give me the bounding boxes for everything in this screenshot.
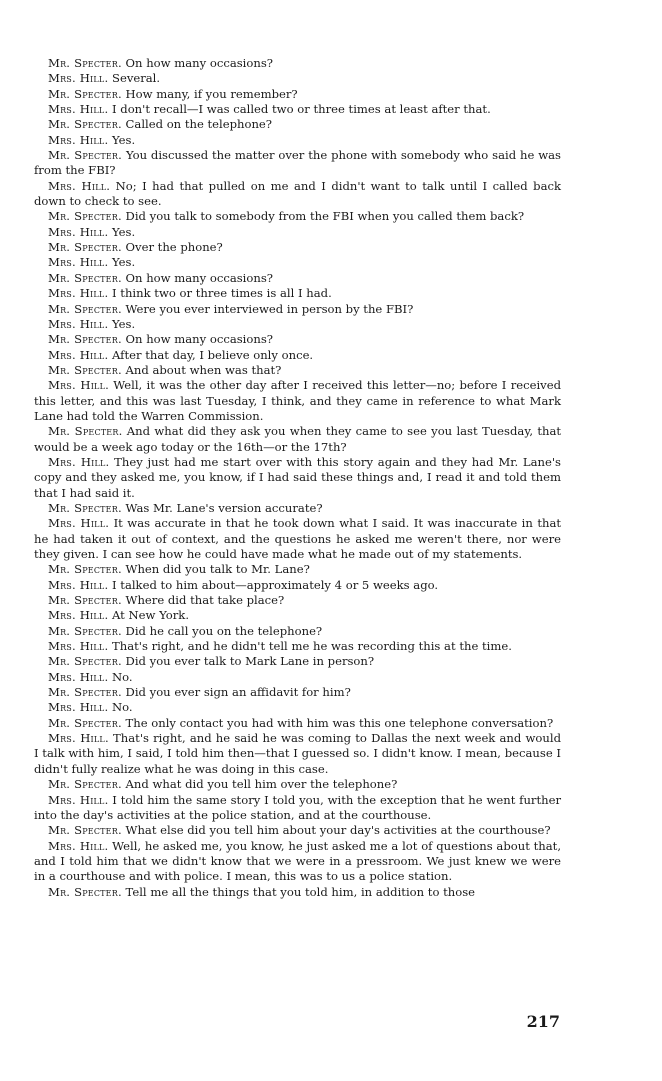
statement-text: Where did that take place?	[125, 593, 285, 608]
statement-text: At New York.	[112, 608, 190, 623]
speaker-label: Mr. Specter.	[48, 148, 123, 163]
speaker-label: Mrs. Hill.	[48, 378, 109, 393]
statement-text: On how many occasions?	[125, 332, 274, 347]
statement-text: That's right, and he said he was coming to Dallas the next week and would I talk with him, I said, I told him then—that I guessed so. I didn't know. I mean, because I didn't fully realize what he was doing in this case.	[34, 731, 562, 776]
statement-text: Did you ever sign an affidavit for him?	[125, 685, 351, 700]
transcript-paragraph	[34, 624, 561, 639]
statement-text: How many, if you remember?	[125, 86, 298, 101]
speaker-label: Mrs. Hill.	[48, 316, 109, 331]
transcript-paragraph	[34, 133, 561, 148]
speaker-label: Mrs. Hill.	[48, 669, 109, 684]
speaker-label: Mrs. Hill.	[48, 454, 110, 469]
transcript-paragraph	[34, 839, 561, 885]
statement-text: And about when was that?	[125, 362, 282, 377]
statement-text: No; I had that pulled on me and I didn't want to talk until I called back down to check to see.	[34, 178, 562, 209]
document-page	[34, 56, 561, 900]
transcript-paragraph	[34, 424, 561, 455]
statement-text: I think two or three times is all I had.	[112, 286, 332, 301]
transcript-paragraph	[34, 209, 561, 224]
statement-text: I don't recall—I was called two or three times at least after that.	[112, 102, 491, 117]
transcript-paragraph	[34, 87, 561, 102]
transcript-paragraph	[34, 179, 561, 210]
speaker-label: Mr. Specter.	[48, 562, 122, 577]
statement-text: Yes.	[112, 224, 136, 239]
transcript-paragraph	[34, 578, 561, 593]
transcript-paragraph	[34, 117, 561, 132]
speaker-label: Mrs. Hill.	[48, 700, 109, 715]
statement-text: Yes.	[112, 132, 136, 147]
transcript-paragraph	[34, 271, 561, 286]
speaker-label: Mr. Specter.	[48, 777, 122, 792]
statement-text: Well, he asked me, you know, he just asked me a lot of questions about that, and I told him that we didn't know that we were in a pressroom. We just knew we were in a courthouse and with police. I mean, this was to us a police station.	[34, 838, 562, 884]
statement-text: Yes.	[112, 255, 136, 270]
transcript-paragraph	[34, 255, 561, 270]
transcript-paragraph	[34, 670, 561, 685]
speaker-label: Mrs. Hill.	[48, 347, 109, 362]
speaker-label: Mrs. Hill.	[48, 516, 110, 531]
transcript-paragraph	[34, 286, 561, 301]
statement-text: Were you ever interviewed in person by the FBI?	[125, 301, 414, 316]
statement-text: Well, it was the other day after I received this letter—no; before I received this letter, and this was last Tuesday, I think, and they came in reference to what Mark Lane had told the Warren Commission.	[34, 378, 561, 423]
speaker-label: Mr. Specter.	[48, 685, 122, 700]
transcript-paragraph	[34, 56, 561, 71]
speaker-label: Mr. Specter.	[48, 301, 122, 316]
transcript-paragraph	[34, 71, 561, 86]
transcript-paragraph	[34, 885, 561, 900]
transcript-paragraph	[34, 332, 561, 347]
speaker-label: Mr. Specter.	[48, 270, 122, 285]
speaker-label: Mr. Specter.	[48, 623, 122, 638]
transcript-paragraph	[34, 302, 561, 317]
speaker-label: Mr. Specter.	[48, 86, 122, 101]
transcript-paragraph	[34, 363, 561, 378]
statement-text: Tell me all the things that you told him, in addition to those	[125, 884, 476, 899]
speaker-label: Mrs. Hill.	[48, 255, 109, 270]
transcript-paragraph	[34, 240, 561, 255]
statement-text: Called on the telephone?	[125, 117, 273, 132]
statement-text: Over the phone?	[125, 240, 223, 255]
speaker-label: Mr. Specter.	[48, 240, 122, 255]
speaker-label: Mr. Specter.	[48, 362, 122, 377]
speaker-label: Mrs. Hill.	[48, 132, 109, 147]
speaker-label: Mrs. Hill.	[48, 838, 109, 853]
statement-text: And what did you tell him over the telephone?	[125, 777, 398, 792]
transcript-paragraph	[34, 225, 561, 240]
speaker-label: Mrs. Hill.	[48, 608, 109, 623]
transcript-paragraph	[34, 716, 561, 731]
statement-text: The only contact you had with him was this one telephone conversation?	[125, 715, 554, 730]
speaker-label: Mr. Specter.	[48, 56, 122, 70]
speaker-label: Mrs. Hill.	[48, 792, 109, 807]
statement-text: I told him the same story I told you, with the exception that he went further into the day's activities at the police station, and at the courthouse.	[34, 792, 562, 822]
speaker-label: Mr. Specter.	[48, 715, 122, 730]
transcript-paragraph	[34, 654, 561, 669]
speaker-label: Mr. Specter.	[48, 654, 122, 669]
statement-text: No.	[112, 700, 133, 715]
statement-text: No.	[112, 669, 133, 684]
speaker-label: Mr. Specter.	[48, 117, 122, 132]
speaker-label: Mr. Specter.	[48, 823, 122, 838]
speaker-label: Mrs. Hill.	[48, 71, 109, 86]
transcript-paragraph	[34, 317, 561, 332]
transcript-paragraph	[34, 700, 561, 715]
transcript-paragraph	[34, 378, 561, 424]
statement-text: Yes.	[112, 316, 136, 331]
transcript-paragraph	[34, 823, 561, 838]
statement-text: That's right, and he didn't tell me he was recording this at the time.	[112, 639, 512, 654]
transcript-paragraph	[34, 501, 561, 516]
transcript-paragraph	[34, 685, 561, 700]
statement-text: They just had me start over with this story again and they had Mr. Lane's copy and they asked me, you know, if I had said these things and, I read it and told them that I had said it.	[34, 454, 562, 500]
transcript-paragraph	[34, 348, 561, 363]
speaker-label: Mr. Specter.	[48, 332, 122, 347]
transcript-paragraph	[34, 593, 561, 608]
statement-text: You discussed the matter over the phone with somebody who said he was from the FBI?	[34, 148, 561, 178]
speaker-label: Mrs. Hill.	[48, 731, 109, 746]
statement-text: On how many occasions?	[125, 56, 274, 70]
speaker-label: Mr. Specter.	[48, 209, 122, 224]
transcript-paragraph	[34, 639, 561, 654]
transcript-paragraph	[34, 562, 561, 577]
statement-text: What else did you tell him about your day's activities at the courthouse?	[125, 823, 551, 838]
statement-text: On how many occasions?	[125, 270, 274, 285]
statement-text: And what did they ask you when they came to see you last Tuesday, that would be a week ago today or the 16th—or the 17th?	[34, 424, 562, 454]
speaker-label: Mr. Specter.	[48, 593, 122, 608]
speaker-label: Mrs. Hill.	[48, 224, 109, 239]
speaker-label: Mrs. Hill.	[48, 286, 109, 301]
transcript-paragraph	[34, 793, 561, 824]
statement-text: After that day, I believe only once.	[112, 347, 314, 362]
transcript-paragraph	[34, 455, 561, 501]
statement-text: I talked to him about—approximately 4 or 5 weeks ago.	[112, 577, 439, 592]
transcript-paragraph	[34, 608, 561, 623]
transcript-paragraph	[34, 102, 561, 117]
speaker-label: Mrs. Hill.	[48, 178, 111, 193]
statement-text: Did you ever talk to Mark Lane in person?	[125, 654, 375, 669]
statement-text: Several.	[112, 71, 161, 86]
speaker-label: Mr. Specter.	[48, 884, 122, 899]
statement-text: When did you talk to Mr. Lane?	[125, 562, 310, 577]
statement-text: It was accurate in that he took down what I said. It was inaccurate in that he had taken it out of context, and the questions he asked me weren't there, nor were they given. I can see how he could have made what he made out of my statements.	[34, 516, 562, 561]
speaker-label: Mrs. Hill.	[48, 577, 109, 592]
speaker-label: Mr. Specter.	[48, 424, 123, 439]
speaker-label: Mrs. Hill.	[48, 102, 109, 117]
statement-text: Did he call you on the telephone?	[125, 623, 323, 638]
testimony-transcript	[34, 56, 561, 900]
statement-text: Did you talk to somebody from the FBI when you called them back?	[125, 209, 525, 224]
page-number: 217	[526, 1012, 560, 1031]
statement-text: Was Mr. Lane's version accurate?	[125, 500, 323, 515]
speaker-label: Mrs. Hill.	[48, 639, 109, 654]
transcript-paragraph	[34, 516, 561, 562]
transcript-paragraph	[34, 777, 561, 792]
transcript-paragraph	[34, 148, 561, 179]
speaker-label: Mr. Specter.	[48, 500, 122, 515]
transcript-paragraph	[34, 731, 561, 777]
